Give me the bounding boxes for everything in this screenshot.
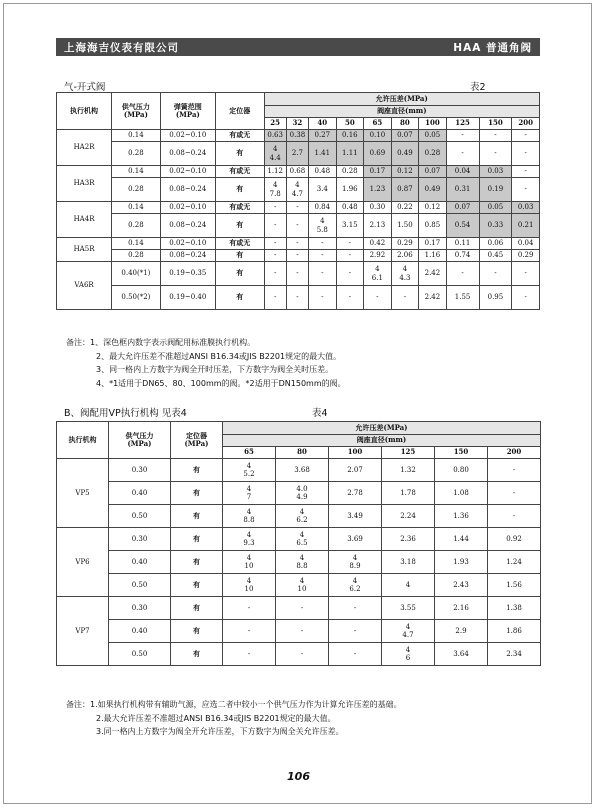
value-cell: 4 6.2 (329, 574, 382, 597)
positioner-cell: 有 (215, 262, 264, 286)
table-row (57, 551, 541, 574)
supply-cell: 0.40(*1) (112, 262, 161, 286)
value-cell: - (512, 262, 540, 286)
value-cell: 2.42 (419, 286, 447, 310)
positioner-cell: 有 (215, 214, 264, 238)
positioner-cell: 有 (171, 482, 223, 505)
table-row (57, 620, 541, 643)
value-cell: 0.63 (264, 130, 286, 142)
value-cell: - (223, 597, 276, 620)
value-cell: 4 6.1 (364, 262, 392, 286)
spring-cell: 0.02~0.10 (160, 202, 215, 214)
value-cell: 4 6 (382, 643, 435, 666)
supply-cell: 0.14 (112, 130, 161, 142)
positioner-cell: 有 (171, 574, 223, 597)
value-cell: - (329, 643, 382, 666)
diameter-100: 100 (329, 447, 382, 459)
value-cell: 0.19 (479, 178, 512, 202)
value-cell: 1.55 (446, 286, 479, 310)
header-title: HAA 普通角阀 (453, 41, 532, 54)
supply-cell: 0.40 (109, 551, 171, 574)
value-cell: 1.32 (382, 459, 435, 482)
supply-cell: 0.14 (112, 202, 161, 214)
table-row (57, 130, 540, 142)
value-cell: 2.92 (364, 250, 392, 262)
value-cell: - (446, 262, 479, 286)
value-cell: 0.27 (309, 130, 337, 142)
value-cell: 1.24 (488, 551, 541, 574)
value-cell: - (329, 620, 382, 643)
spring-cell: 0.08~0.24 (160, 142, 215, 166)
value-cell: - (512, 130, 540, 142)
value-cell: 0.03 (479, 166, 512, 178)
value-cell: - (264, 286, 286, 310)
section-title-t4: B、阀配用VP执行机构 见表4 (64, 408, 187, 419)
value-cell: - (264, 238, 286, 250)
value-cell: 0.04 (446, 166, 479, 178)
table-row (57, 286, 540, 310)
value-cell: 0.84 (309, 202, 337, 214)
value-cell: 2.06 (391, 250, 419, 262)
header-allowable-pressure: 允许压差(MPa) (264, 93, 539, 106)
supply-cell: 0.28 (112, 178, 161, 202)
value-cell: 0.87 (391, 178, 419, 202)
value-cell: 4 8.9 (329, 551, 382, 574)
value-cell: 0.29 (391, 238, 419, 250)
positioner-cell: 有 (171, 459, 223, 482)
value-cell: 2.9 (435, 620, 488, 643)
value-cell: 4 5.2 (223, 459, 276, 482)
diameter-65: 65 (223, 447, 276, 459)
diameter-40: 40 (309, 118, 337, 130)
table-row (57, 178, 540, 202)
value-cell: 0.49 (391, 142, 419, 166)
value-cell: - (479, 262, 512, 286)
diameter-150: 150 (435, 447, 488, 459)
note-line: 4、*1适用于DN65、80、100mm的阀。*2适用于DN150mm的阀。 (96, 378, 346, 388)
spring-cell: 0.02~0.10 (160, 166, 215, 178)
supply-cell: 0.28 (112, 214, 161, 238)
header-spring: 弹簧范围 (MPa) (160, 93, 215, 130)
diameter-125: 125 (446, 118, 479, 130)
diameter-32: 32 (286, 118, 308, 130)
table-row (57, 643, 541, 666)
value-cell: 0.22 (391, 202, 419, 214)
value-cell: - (276, 620, 329, 643)
value-cell: - (264, 262, 286, 286)
value-cell: 0.45 (479, 250, 512, 262)
value-cell: - (488, 459, 541, 482)
value-cell: 4 4.7 (382, 620, 435, 643)
value-cell: 1.41 (309, 142, 337, 166)
value-cell: 4 10 (223, 574, 276, 597)
value-cell: - (336, 238, 364, 250)
value-cell: 1.50 (391, 214, 419, 238)
value-cell: 0.31 (446, 178, 479, 202)
note-line: 2.最大允许压差不准超过ANSI B16.34或JIS B2201规定的最大值。 (96, 713, 336, 723)
value-cell: 0.28 (419, 142, 447, 166)
table-row (57, 142, 540, 166)
value-cell: 0.30 (364, 202, 392, 214)
actuator-cell: HA3R (57, 166, 112, 202)
spring-cell: 0.19~0.35 (160, 262, 215, 286)
positioner-cell: 有或无 (215, 130, 264, 142)
actuator-cell: VA6R (57, 262, 112, 310)
actuator-cell: HA2R (57, 130, 112, 166)
value-cell: 0.69 (364, 142, 392, 166)
note-line: 3.同一格内上方数字为阀全开允许压差，下方数字为阀全关允许压差。 (96, 727, 344, 736)
actuator-cell: HA4R (57, 202, 112, 238)
value-cell: 2.34 (488, 643, 541, 666)
value-cell: - (264, 202, 286, 214)
value-cell: 3.68 (276, 459, 329, 482)
value-cell: 0.38 (286, 130, 308, 142)
value-cell: 2.24 (382, 505, 435, 528)
table-number-t2: 表2 (470, 82, 486, 93)
table-4 (56, 421, 541, 666)
value-cell: 3.55 (382, 597, 435, 620)
actuator-cell: HA5R (57, 238, 112, 262)
value-cell: - (488, 505, 541, 528)
table-row (57, 202, 540, 214)
page-number: 106 (287, 770, 310, 783)
value-cell: 0.54 (446, 214, 479, 238)
header-seat-diameter: 阀座直径(mm) (223, 435, 541, 447)
positioner-cell: 有 (215, 250, 264, 262)
page-header (56, 38, 540, 56)
value-cell: - (512, 286, 540, 310)
value-cell: 3.49 (329, 505, 382, 528)
value-cell: - (286, 250, 308, 262)
value-cell: 3.18 (382, 551, 435, 574)
header-allowable-pressure: 允许压差(MPa) (223, 422, 541, 435)
supply-cell: 0.50 (109, 505, 171, 528)
diameter-200: 200 (488, 447, 541, 459)
value-cell: 1.86 (488, 620, 541, 643)
value-cell: 2.43 (435, 574, 488, 597)
value-cell: - (309, 286, 337, 310)
table-row (57, 238, 540, 250)
table-row (57, 574, 541, 597)
value-cell: 0.95 (479, 286, 512, 310)
value-cell: - (286, 214, 308, 238)
value-cell: 0.04 (512, 238, 540, 250)
value-cell: - (336, 286, 364, 310)
supply-cell: 0.50 (109, 574, 171, 597)
value-cell: 0.33 (479, 214, 512, 238)
value-cell: 1.36 (435, 505, 488, 528)
actuator-cell: VP5 (57, 459, 109, 528)
table-row (57, 459, 541, 482)
supply-cell: 0.50 (109, 643, 171, 666)
positioner-cell: 有或无 (215, 238, 264, 250)
value-cell: - (512, 178, 540, 202)
supply-cell: 0.30 (109, 528, 171, 551)
value-cell: 2.07 (329, 459, 382, 482)
value-cell: 0.16 (336, 130, 364, 142)
value-cell: 2.36 (382, 528, 435, 551)
value-cell: 4 5.8 (309, 214, 337, 238)
header-actuator: 执行机构 (57, 422, 109, 459)
diameter-150: 150 (479, 118, 512, 130)
value-cell: 0.12 (391, 166, 419, 178)
value-cell: 2.78 (329, 482, 382, 505)
positioner-cell: 有 (171, 620, 223, 643)
value-cell: 0.29 (512, 250, 540, 262)
value-cell: 0.07 (391, 130, 419, 142)
company-name: 上海海吉仪表有限公司 (64, 41, 179, 54)
header-positioner: 定位器 (MPa) (171, 422, 223, 459)
value-cell: - (479, 142, 512, 166)
value-cell: 0.05 (479, 202, 512, 214)
value-cell: 0.48 (309, 166, 337, 178)
value-cell: - (223, 620, 276, 643)
value-cell: - (286, 262, 308, 286)
table-2 (56, 92, 540, 310)
value-cell: 0.74 (446, 250, 479, 262)
supply-cell: 0.40 (109, 482, 171, 505)
value-cell: 1.12 (264, 166, 286, 178)
positioner-cell: 有 (171, 643, 223, 666)
value-cell: - (309, 262, 337, 286)
value-cell: 0.85 (419, 214, 447, 238)
supply-cell: 0.30 (109, 459, 171, 482)
diameter-65: 65 (364, 118, 392, 130)
value-cell: 4 6.5 (276, 528, 329, 551)
diameter-25: 25 (264, 118, 286, 130)
value-cell: 0.17 (364, 166, 392, 178)
value-cell: 3.4 (309, 178, 337, 202)
value-cell: 2.16 (435, 597, 488, 620)
value-cell: 4 8.8 (223, 505, 276, 528)
value-cell: 4 6.2 (276, 505, 329, 528)
table-row (57, 505, 541, 528)
value-cell: 4 7 (223, 482, 276, 505)
value-cell: 1.56 (488, 574, 541, 597)
value-cell: 0.12 (419, 202, 447, 214)
supply-cell: 0.50(*2) (112, 286, 161, 310)
note-line: 3、同一格内上方数字为阀全开时压差，下方数字为阀全关时压差。 (96, 365, 334, 374)
value-cell: 4 (382, 574, 435, 597)
supply-cell: 0.14 (112, 166, 161, 178)
value-cell: 4 4.7 (286, 178, 308, 202)
value-cell: 0.92 (488, 528, 541, 551)
header-seat-diameter: 阀座直径(mm) (264, 106, 539, 118)
table-number-t4: 表4 (312, 408, 328, 419)
value-cell: - (276, 643, 329, 666)
spring-cell: 0.08~0.24 (160, 250, 215, 262)
table-row (57, 250, 540, 262)
positioner-cell: 有或无 (215, 166, 264, 178)
supply-cell: 0.28 (112, 250, 161, 262)
value-cell: 4 4.4 (264, 142, 286, 166)
value-cell: 0.42 (364, 238, 392, 250)
table-row (57, 482, 541, 505)
header-supply: 供气压力 (MPa) (109, 422, 171, 459)
value-cell: 0.28 (336, 166, 364, 178)
positioner-cell: 有 (215, 286, 264, 310)
table-row (57, 214, 540, 238)
diameter-200: 200 (512, 118, 540, 130)
value-cell: - (479, 130, 512, 142)
header-positioner: 定位器 (215, 93, 264, 130)
header-supply: 供气压力 (MPa) (112, 93, 161, 130)
value-cell: 3.15 (336, 214, 364, 238)
value-cell: 0.11 (446, 238, 479, 250)
value-cell: - (309, 250, 337, 262)
value-cell: 2.7 (286, 142, 308, 166)
notes-t4 (66, 698, 402, 739)
spring-cell: 0.02~0.10 (160, 238, 215, 250)
value-cell: - (446, 130, 479, 142)
table-row (57, 166, 540, 178)
value-cell: - (336, 262, 364, 286)
diameter-50: 50 (336, 118, 364, 130)
spring-cell: 0.02~0.10 (160, 130, 215, 142)
positioner-cell: 有 (171, 528, 223, 551)
value-cell: 1.16 (419, 250, 447, 262)
value-cell: 0.48 (336, 202, 364, 214)
supply-cell: 0.30 (109, 597, 171, 620)
value-cell: 4 10 (276, 574, 329, 597)
value-cell: 0.21 (512, 214, 540, 238)
table-row (57, 528, 541, 551)
value-cell: - (286, 238, 308, 250)
value-cell: 1.38 (488, 597, 541, 620)
value-cell: 1.11 (336, 142, 364, 166)
value-cell: 1.23 (364, 178, 392, 202)
value-cell: - (512, 142, 540, 166)
value-cell: 0.05 (419, 130, 447, 142)
value-cell: 0.03 (512, 202, 540, 214)
actuator-cell: VP7 (57, 597, 109, 666)
value-cell: - (391, 286, 419, 310)
value-cell: 1.93 (435, 551, 488, 574)
value-cell: - (329, 597, 382, 620)
value-cell: 0.06 (479, 238, 512, 250)
supply-cell: 0.40 (109, 620, 171, 643)
value-cell: 0.68 (286, 166, 308, 178)
value-cell: 3.69 (329, 528, 382, 551)
value-cell: - (223, 643, 276, 666)
value-cell: - (309, 238, 337, 250)
spring-cell: 0.19~0.40 (160, 286, 215, 310)
value-cell: - (446, 142, 479, 166)
value-cell: 1.78 (382, 482, 435, 505)
value-cell: - (286, 286, 308, 310)
notes-t2 (66, 336, 346, 390)
value-cell: 0.07 (446, 202, 479, 214)
positioner-cell: 有或无 (215, 202, 264, 214)
value-cell: - (264, 250, 286, 262)
supply-cell: 0.14 (112, 238, 161, 250)
value-cell: - (286, 202, 308, 214)
positioner-cell: 有 (171, 551, 223, 574)
value-cell: - (488, 482, 541, 505)
value-cell: 4.0 4.9 (276, 482, 329, 505)
value-cell: 4 7.8 (264, 178, 286, 202)
value-cell: 0.17 (419, 238, 447, 250)
value-cell: 0.49 (419, 178, 447, 202)
value-cell: 2.13 (364, 214, 392, 238)
value-cell: - (512, 166, 540, 178)
positioner-cell: 有 (215, 142, 264, 166)
value-cell: - (364, 286, 392, 310)
supply-cell: 0.28 (112, 142, 161, 166)
value-cell: 1.08 (435, 482, 488, 505)
value-cell: 4 4.3 (391, 262, 419, 286)
value-cell: 2.42 (419, 262, 447, 286)
diameter-80: 80 (276, 447, 329, 459)
table-row (57, 262, 540, 286)
actuator-cell: VP6 (57, 528, 109, 597)
table-row (57, 597, 541, 620)
note-line: 备注：1.如果执行机构带有辅助气源，应选二者中较小一个供气压力作为计算允许压差的基础。 (66, 700, 402, 709)
value-cell: 4 8.8 (276, 551, 329, 574)
header-actuator: 执行机构 (57, 93, 112, 130)
diameter-80: 80 (391, 118, 419, 130)
value-cell: 1.96 (336, 178, 364, 202)
positioner-cell: 有 (215, 178, 264, 202)
diameter-100: 100 (419, 118, 447, 130)
positioner-cell: 有 (171, 597, 223, 620)
spring-cell: 0.08~0.24 (160, 178, 215, 202)
note-line: 2、最大允许压差不准超过ANSI B16.34或JIS B2201规定的最大值。 (96, 351, 342, 361)
section-title-t2: 气-开式阀 (64, 82, 106, 93)
value-cell: 0.80 (435, 459, 488, 482)
value-cell: 0.10 (364, 130, 392, 142)
value-cell: 0.07 (419, 166, 447, 178)
value-cell: - (276, 597, 329, 620)
value-cell: 4 10 (223, 551, 276, 574)
note-line: 备注：1、深色框内数字表示阀配用标准膜执行机构。 (66, 338, 256, 347)
value-cell: 4 9.3 (223, 528, 276, 551)
positioner-cell: 有 (171, 505, 223, 528)
value-cell: 1.44 (435, 528, 488, 551)
value-cell: - (336, 250, 364, 262)
diameter-125: 125 (382, 447, 435, 459)
spring-cell: 0.08~0.24 (160, 214, 215, 238)
value-cell: - (264, 214, 286, 238)
value-cell: 3.64 (435, 643, 488, 666)
